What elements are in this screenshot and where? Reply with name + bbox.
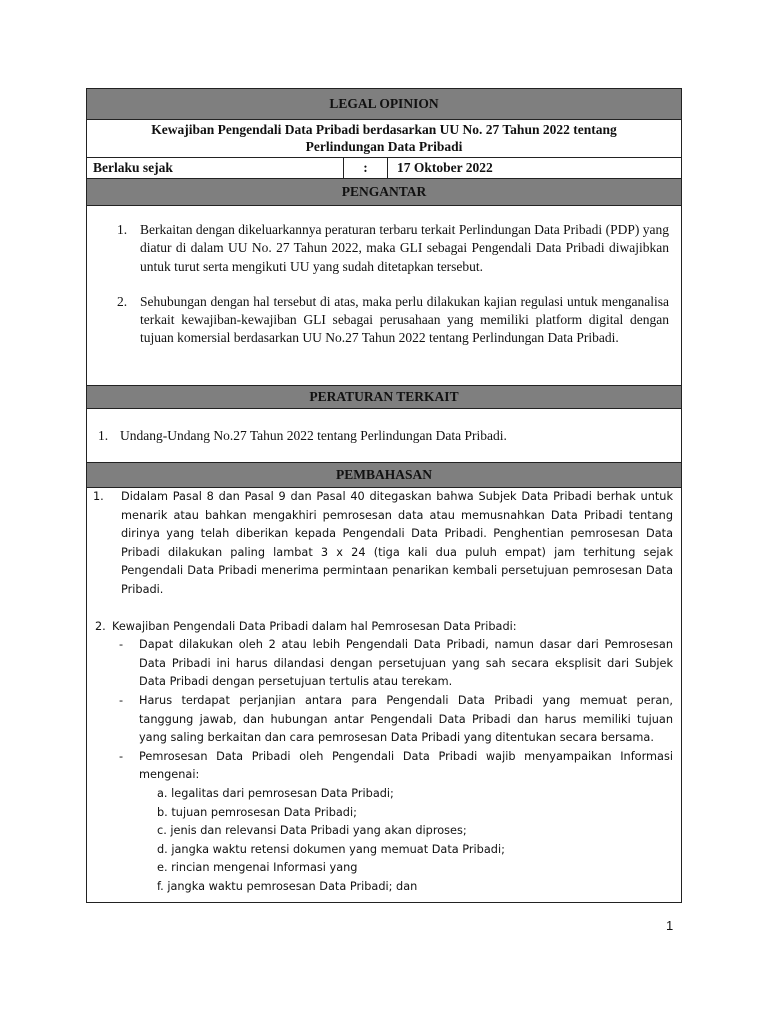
list-item: 2. Kewajiban Pengendali Data Pribadi dalam hal Pemrosesan Data Pribadi: [95,619,517,633]
list-item: 1. Berkaitan dengan dikeluarkannya peraturan terbaru terkait Perlindungan Data Pribadi (PDP) yang diatur di dalam UU No. 27 Tahun 2022, maka GLI sebagai Pengendali Data Pribadi diwajibkan untuk turut serta mengikuti UU yang sudah ditetapkan tersebut. [117,222,669,274]
section-heading-peraturan: PERATURAN TERKAIT [86,386,682,409]
sub-list-item: b. tujuan pemrosesan Data Pribadi; [157,805,357,819]
page-number: 1 [666,918,674,933]
section-heading-pembahasan: PEMBAHASAN [86,463,682,488]
peraturan-section [86,409,682,463]
sub-list-item: c. jenis dan relevansi Data Pribadi yang akan diproses; [157,824,467,838]
document-title: LEGAL OPINION [329,96,439,111]
effective-label: Berlaku sejak [87,158,344,178]
legal-opinion-heading [86,88,682,120]
effective-date-row [86,158,682,179]
list-item: 1. Undang-Undang No.27 Tahun 2022 tentang Perlindungan Data Pribadi. [98,428,507,443]
legal-opinion-table [86,88,682,903]
list-item: 1. Didalam Pasal 8 dan Pasal 9 dan Pasal 40 ditegaskan bahwa Subjek Data Pribadi berhak untuk menarik atau bahkan mengakhiri pemrosesan data atau memusnahkan Data Pribadi tentang dirinya yang telah diberikan kepada Pengendali Data Pribadi. Penghentian pemrosesan Data Pribadi dilakukan paling lambat 3 x 24 (tiga kali dua puluh empat) jam terhitung sejak Pengendali Data Pribadi menerima permintaan penarikan kembali persetujuan pemrosesan Data Pribadi. [93,490,673,596]
dash-item: - Harus terdapat perjanjian antara para Pengendali Data Pribadi yang memuat peran, tanggung jawab, dan hubungan antar Pengendali Data Pribadi dan harus memiliki tujuan yang saling berkaitan dan cara pemrosesan Data Pribadi yang ditentukan secara bersama. [119,693,673,745]
pengantar-section [86,206,682,386]
pembahasan-section [86,488,682,903]
dash-item: - Dapat dilakukan oleh 2 atau lebih Pengendali Data Pribadi, namun dasar dari Pemrosesan Data Pribadi ini harus dilandasi dengan persetujuan yang sah secara eksplisit dari Subjek Data Pribadi dengan persetujuan tertulis atau terekam. [119,638,673,689]
sub-list-item: f. jangka waktu pemrosesan Data Pribadi; dan [157,879,418,893]
separator: : [344,158,388,178]
sub-list-item: a. legalitas dari pemrosesan Data Pribadi; [157,786,394,800]
sub-list-item: d. jangka waktu retensi dokumen yang memuat Data Pribadi; [157,842,505,856]
sub-list-item: e. rincian mengenai Informasi yang [157,861,358,875]
list-item: 2. Sehubungan dengan hal tersebut di atas, maka perlu dilakukan kajian regulasi untuk menganalisa terkait kewajiban-kewajiban GLI sebagai perusahaan yang memiliki platform digital dengan tujuan komersial berdasarkan UU No.27 Tahun 2022 tentang Perlindungan Data Pribadi. [117,293,669,346]
document-subtitle: Kewajiban Pengendali Data Pribadi berdasarkan UU No. 27 Tahun 2022 tentang Perlindungan Data Pribadi [86,120,682,158]
section-heading-pengantar: PENGANTAR [86,179,682,206]
effective-date: 17 Oktober 2022 [397,160,493,175]
dash-item: - Pemrosesan Data Pribadi oleh Pengendali Data Pribadi wajib menyampaikan Informasi mengenai: [119,749,673,782]
